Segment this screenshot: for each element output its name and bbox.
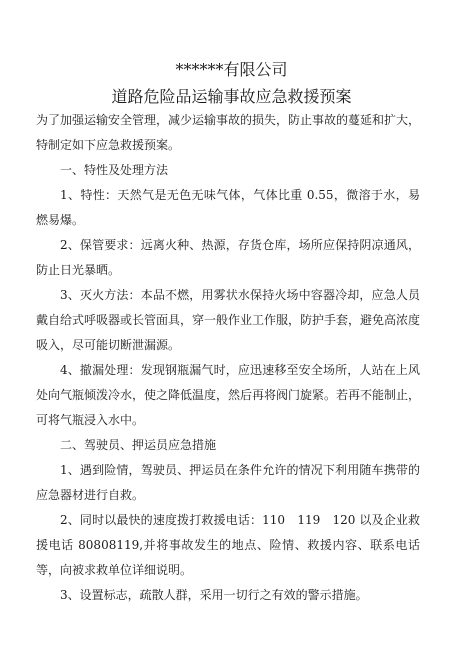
section-1-item-4: 4、撤漏处理：发现钢瓶漏气时，应迅速移至安全场所，人站在上风处向气瓶倾泼冷水，使之降低温度，然后再将阀门旋紧。若再不能制止，可将气瓶浸入水中。 — [36, 363, 421, 427]
section-1-item-3: 3、灭火方法：本品不燃，用雾状水保持火场中容器冷却，应急人员戴自给式呼吸器或长管面具，穿一般作业工作服，防护手套，避免高浓度吸入，尽可能切断泄漏源。 — [36, 288, 421, 352]
section-2-heading: 二、驾驶员、押运员应急措施 — [60, 438, 217, 452]
intro-paragraph: 为了加强运输安全管理，减少运输事故的损失，防止事故的蔓延和扩大，特制定如下应急救援预案。 — [36, 113, 421, 152]
section-1-heading: 一、特性及处理方法 — [60, 163, 169, 177]
section-2-item-2: 2、同时以最快的速度拨打救援电话：110 119 120 以及企业救援电话 80808119,并将事故发生的地点、险情、救援内容、联系电话等，向被求救单位详细说明。 — [36, 513, 420, 577]
section-1-item-1: 1、特性：天然气是无色无味气体，气体比重 0.55，微溶于水，易燃易爆。 — [36, 188, 420, 227]
section-2-item-1: 1、遇到险情，驾驶员、押运员在条件允许的情况下利用随车携带的应急器材进行自救。 — [36, 463, 420, 502]
section-1-item-2: 2、保管要求：远离火种、热源，存货仓库，场所应保持阴凉通风，防止日光暴晒。 — [36, 238, 420, 277]
section-2-item-3: 3、设置标志，疏散人群，采用一切行之有效的警示措施。 — [60, 588, 368, 602]
company-name: ******有限公司 — [175, 60, 288, 79]
document-title: 道路危险品运输事故应急救援预案 — [111, 87, 352, 106]
